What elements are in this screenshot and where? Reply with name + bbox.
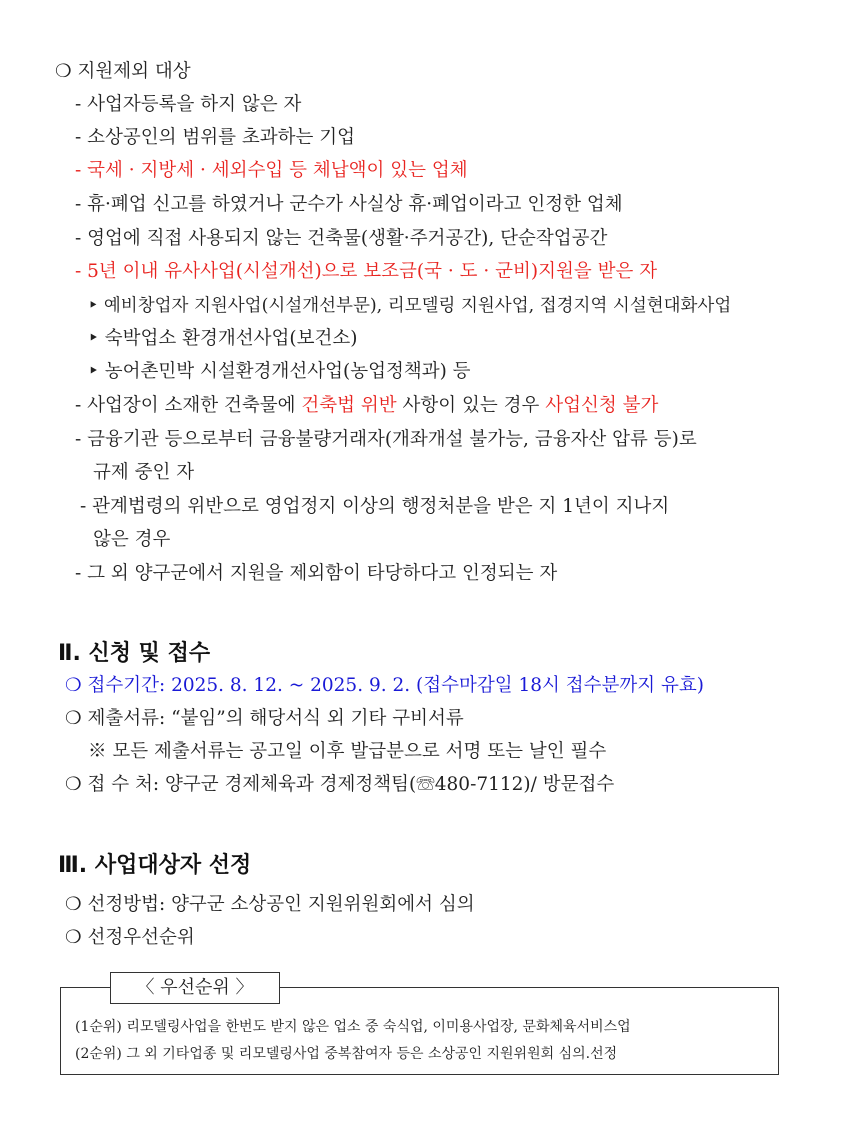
exclusion-item: - 그 외 양구군에서 지원을 제외함이 타당하다고 인정되는 자 xyxy=(75,563,558,584)
text: 사항이 있는 경우 xyxy=(396,395,546,416)
exclusion-item: - 사업자등록을 하지 않은 자 xyxy=(75,94,302,115)
selection-priority: ❍ 선정우선순위 xyxy=(65,927,195,948)
exclusion-item: - 소상공인의 범위를 초과하는 기업 xyxy=(75,127,355,148)
required-documents: ❍ 제출서류: “붙임”의 해당서식 외 기타 구비서류 xyxy=(65,708,464,729)
exclusion-item-cont: 않은 경우 xyxy=(93,529,171,550)
application-not-allowed: 사업신청 불가 xyxy=(545,395,659,416)
section2-heading: Ⅱ. 신청 및 접수 xyxy=(58,641,211,666)
exclusion-item: - 관계법령의 위반으로 영업정지 이상의 행정처분을 받은 지 1년이 지나지 xyxy=(80,496,670,517)
text: - 사업장이 소재한 건축물에 xyxy=(75,395,302,416)
subsidy-sub-item: ‣ 예비창업자 지원사업(시설개선부문), 리모델링 지원사업, 접경지역 시설현대화사업 xyxy=(88,296,732,316)
subsidy-sub-item: ‣ 숙박업소 환경개선사업(보건소) xyxy=(88,328,358,349)
exclusion-item-tax: - 국세 · 지방세 · 세외수입 등 체납액이 있는 업체 xyxy=(75,160,468,181)
exclusion-item-building xyxy=(75,394,658,418)
exclusion-item: - 휴·폐업 신고를 하였거나 군수가 사실상 휴·폐업이라고 인정한 업체 xyxy=(75,194,623,215)
selection-method: ❍ 선정방법: 양구군 소상공인 지원위원회에서 심의 xyxy=(65,894,475,915)
exclusion-item: - 영업에 직접 사용되지 않는 건축물(생활·주거공간), 단순작업공간 xyxy=(75,228,608,249)
priority-line-1: (1순위) 리모델링사업을 한번도 받지 않은 업소 중 숙식업, 이미용사업장, 문화체육서비스업 xyxy=(75,1019,631,1035)
priority-line-2: (2순위) 그 외 기타업종 및 리모델링사업 중복참여자 등은 소상공인 지원위원회 심의.선정 xyxy=(75,1046,618,1062)
section3-heading: Ⅲ. 사업대상자 선정 xyxy=(58,853,252,878)
application-place: ❍ 접 수 처: 양구군 경제체육과 경제정책팀(☏480-7112)/ 방문접수 xyxy=(65,774,615,795)
documents-note: ※ 모든 제출서류는 공고일 이후 발급분으로 서명 또는 날인 필수 xyxy=(88,741,607,762)
exclusion-item-subsidy: - 5년 이내 유사사업(시설개선)으로 보조금(국 · 도 · 군비)지원을 받은 자 xyxy=(75,261,658,282)
application-period: ❍ 접수기간: 2025. 8. 12. ~ 2025. 9. 2. (접수마감일 18시 접수분까지 유효) xyxy=(65,675,704,696)
exclusion-title: ❍ 지원제외 대상 xyxy=(55,61,191,82)
exclusion-item: - 금융기관 등으로부터 금융불량거래자(개좌개설 불가능, 금융자산 압류 등)로 xyxy=(75,429,697,450)
subsidy-sub-item: ‣ 농어촌민박 시설환경개선사업(농업정책과) 등 xyxy=(88,361,471,382)
exclusion-item-cont: 규제 중인 자 xyxy=(93,462,195,483)
priority-box-title: 〈 우선순위 〉 xyxy=(110,972,280,1004)
building-law-violation: 건축법 위반 xyxy=(301,395,397,416)
